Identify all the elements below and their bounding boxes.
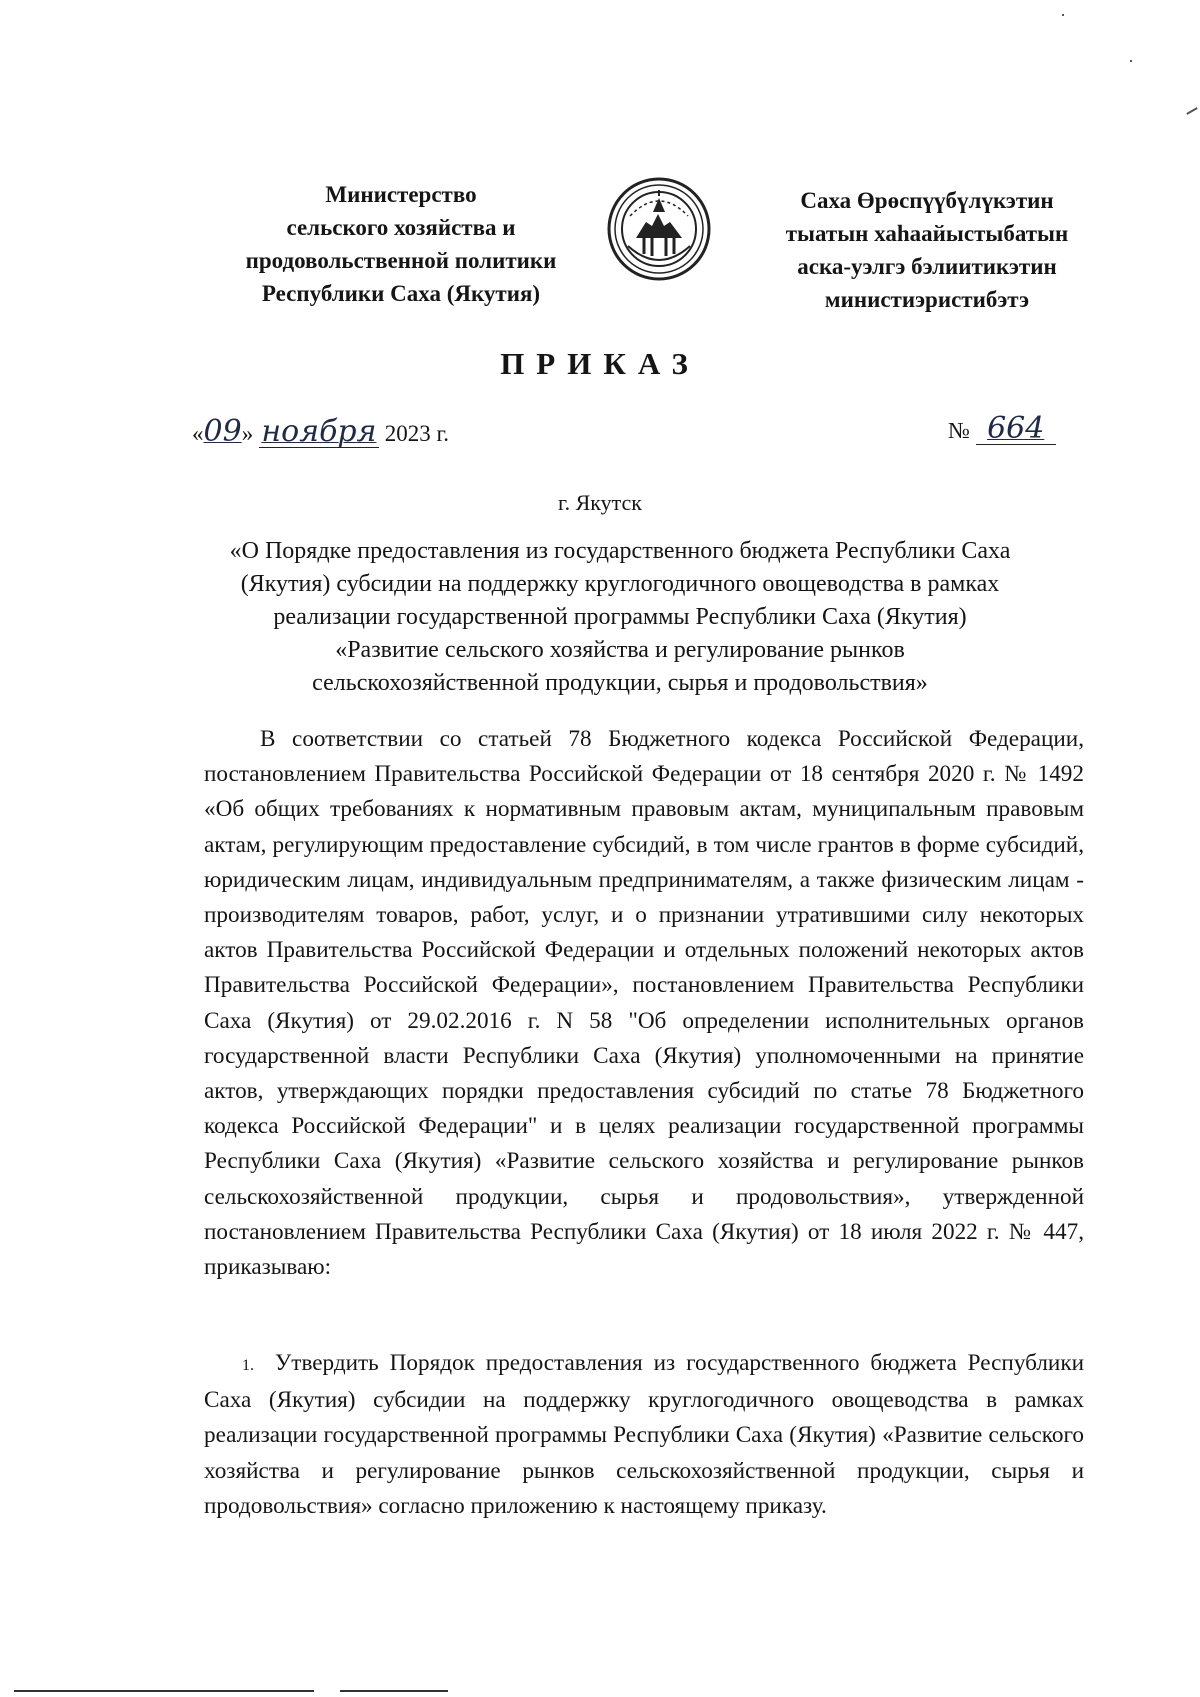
coat-of-arms-emblem-icon <box>606 176 712 282</box>
order-item-text: Утвердить Порядок предоставления из государственного бюджета Республики Саха (Якутия) субсидии на поддержку круглогодичного овощеводства в рамках реализации государственной программы Республики Саха (Якутия) «Развитие сельского хозяйства и регулирование рынков сельскохозяйственной продукции, сырья и продовольствия» согласно приложению к настоящему приказу. <box>204 1350 1084 1519</box>
date-open-quote: « <box>192 421 204 446</box>
scan-mark <box>1186 107 1197 115</box>
ministry-name-line: продовольственной политики <box>245 248 557 273</box>
ministry-name-line: сельского хозяйства и <box>286 215 516 240</box>
ministry-name-yakut <box>752 184 1102 316</box>
scan-speck <box>1130 60 1132 62</box>
city-line: г. Якутск <box>558 490 642 515</box>
date-year: 2023 г. <box>384 421 450 446</box>
date-close-quote: » <box>241 421 254 446</box>
ministry-name-line: аска-уэлгэ бэлиитикэтин <box>797 254 1057 279</box>
ministry-name-russian <box>210 178 592 310</box>
ministry-name-line: Республики Саха (Якутия) <box>261 281 541 306</box>
order-number <box>948 411 1056 446</box>
document-title: ПРИКАЗ <box>500 346 700 381</box>
footer-rule <box>340 1690 448 1692</box>
date-day: 09 <box>203 414 242 449</box>
subject-line: «О Порядке предоставления из государственного бюджета Республики Саха <box>229 538 1011 564</box>
ministry-name-line: Саха Өрөспүүбүлүкэтин <box>800 188 1054 213</box>
order-number-value: 664 <box>976 414 1056 445</box>
order-item <box>204 1346 1084 1524</box>
date-month: ноября <box>259 417 379 448</box>
subject-line: (Якутия) субсидии на поддержку круглогодичного овощеводства в рамках <box>240 571 1000 597</box>
subject-line: реализации государственной программы Республики Саха (Якутия) <box>273 604 967 630</box>
preamble-paragraph: В соответствии со статьей 78 Бюджетного кодекса Российской Федерации, постановлением Правительства Российской Федерации от 18 сентября 2020 г. № 1492 «Об общих требованиях к нормативным правовым актам, муниципальным правовым актам, регулирующим предоставление субсидий, в том числе грантов в форме субсидий, юридическим лицам, индивидуальным предпринимателям, а также физическим лицам - производителям товаров, работ, услуг, и о признании утратившими силу некоторых актов Правительства Российской Федерации и отдельных положений некоторых актов Правительства Российской Федерации», постановлением Правительства Республики Саха (Якутия) от 29.02.2016 г. N 58 "Об определении исполнительных органов государственной власти Республики Саха (Якутия) уполномоченными на принятие актов, утверждающих порядки предоставления субсидий по статье 78 Бюджетного кодекса Российской Федерации" и в целях реализации государственной программы Республики Саха (Якутия) «Развитие сельского хозяйства и регулирование рынков сельскохозяйственной продукции, сырья и продовольствия», утвержденной постановлением Правительства Республики Саха (Якутия) от 18 июля 2022 г. № 447, приказываю: <box>204 726 1084 1281</box>
scan-speck <box>1062 14 1064 16</box>
order-subject <box>170 535 1070 700</box>
ministry-name-line: тыатын хаһаайыстыбатын <box>785 221 1069 246</box>
subject-line: сельскохозяйственной продукции, сырья и продовольствия» <box>312 670 928 696</box>
ministry-name-line: Министерство <box>325 182 477 207</box>
footer-rule <box>14 1690 314 1692</box>
subject-line: «Развитие сельского хозяйства и регулирование рынков <box>335 637 905 663</box>
order-date <box>192 414 449 454</box>
ministry-name-line: министиэристибэтэ <box>824 287 1030 312</box>
order-number-label: № <box>948 418 970 443</box>
order-item-number: 1. <box>242 1357 254 1374</box>
